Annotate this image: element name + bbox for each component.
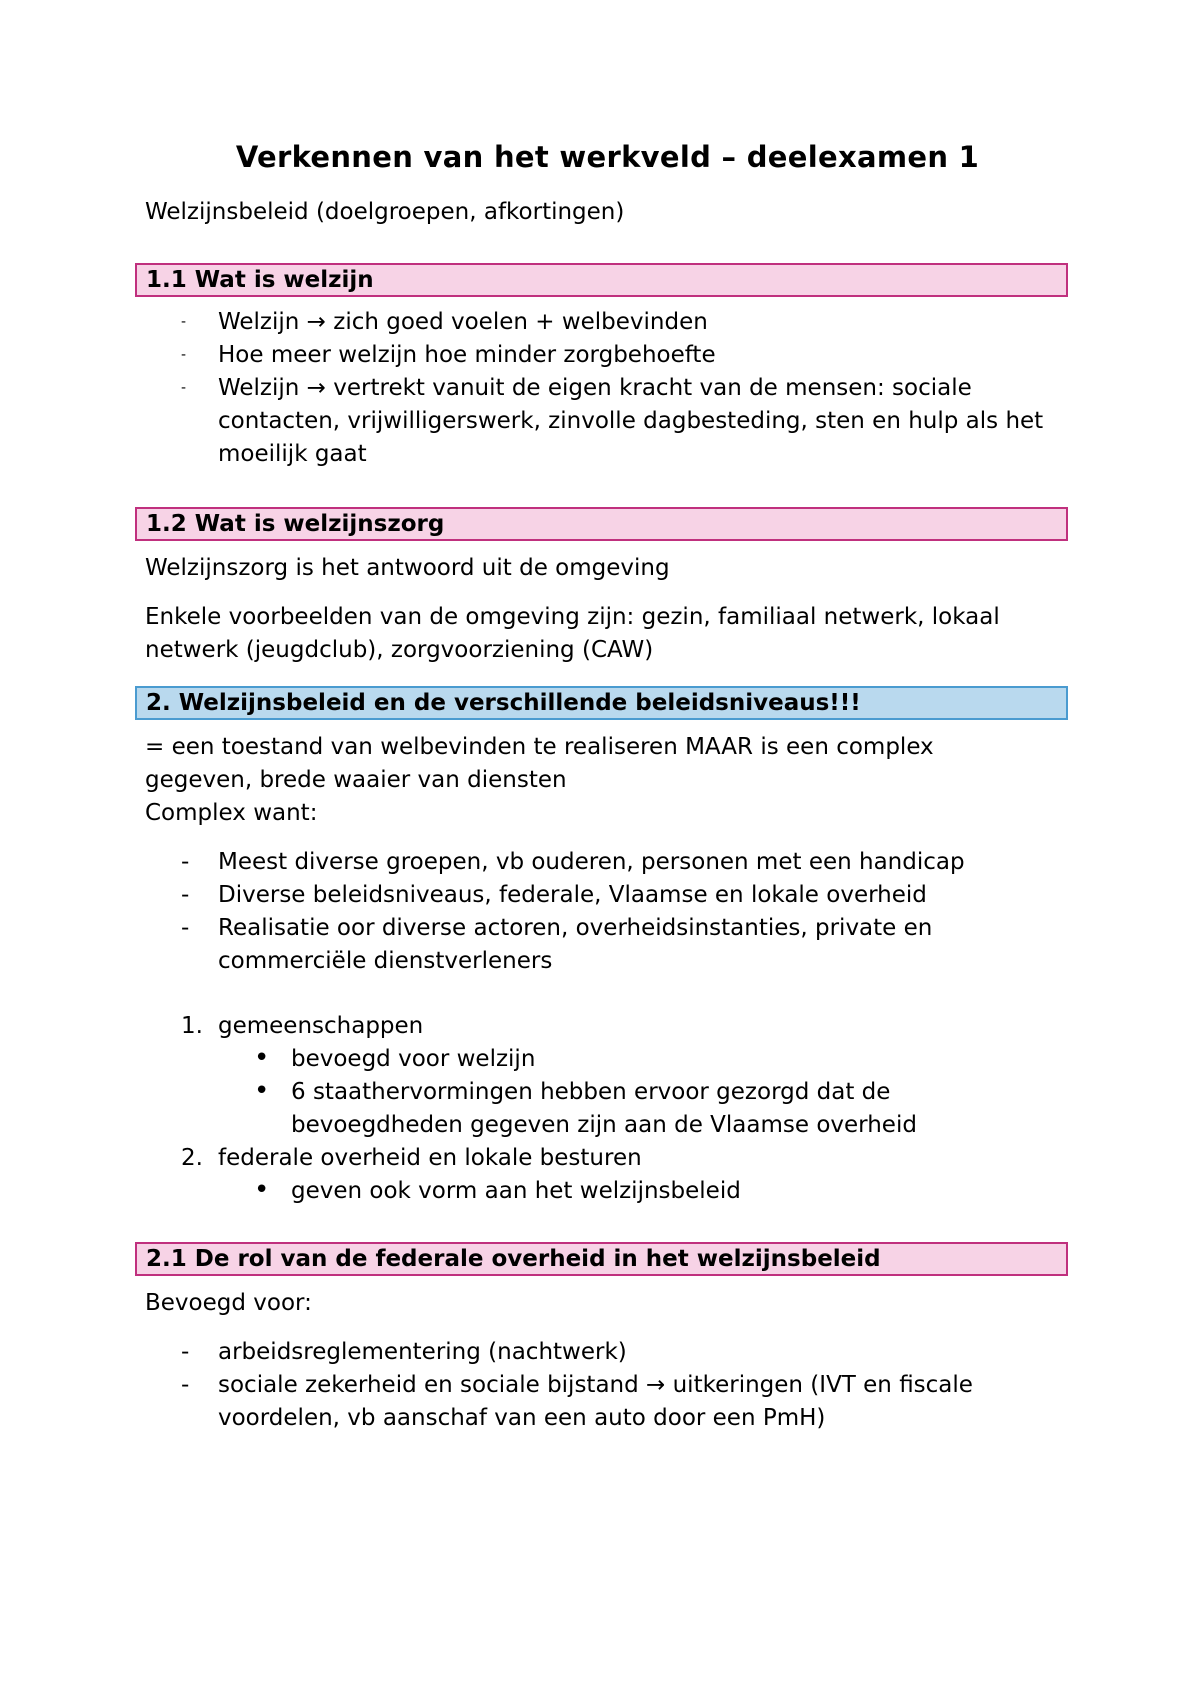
paragraph: gegeven, brede waaier van diensten — [145, 767, 567, 793]
list-item: - Meest diverse groepen, vb ouderen, personen met een handicap — [145, 846, 1070, 879]
bullet-dot-icon: • — [254, 1175, 270, 1205]
heading-2: 2. Welzijnsbeleid en de verschillende beleidsniveaus!!! — [135, 686, 1068, 720]
dash-bullet-icon: - — [181, 849, 190, 875]
heading-1-1: 1.1 Wat is welzijn — [135, 263, 1068, 297]
paragraph: netwerk (jeugdclub), zorgvoorziening (CAW) — [145, 637, 654, 663]
document-title: Verkennen van het werkveld – deelexamen 1 — [235, 140, 980, 174]
dash-bullet-icon: - — [181, 882, 190, 908]
sub-list — [218, 1175, 1070, 1208]
numbered-item: 1. gemeenschappen • bevoegd voor welzijn • 6 staathervormingen hebben ervoor gezorgd dat de bevoegdheden gegeven zijn aan de Vlaamse overheid — [145, 1010, 1070, 1142]
heading-2-1: 2.1 De rol van de federale overheid in het welzijnsbeleid — [135, 1242, 1068, 1276]
paragraph: Welzijnszorg is het antwoord uit de omgeving — [145, 555, 670, 581]
list-item: - Welzijn → vertrekt vanuit de eigen kracht van de mensen: sociale contacten, vrijwilligerswerk, zinvolle dagbesteding, sten en hulp als het moeilijk gaat — [145, 372, 1070, 471]
dash-bullet-icon: - — [181, 314, 187, 330]
dash-bullet-icon: - — [181, 915, 190, 941]
list-item: - Welzijn → zich goed voelen + welbevinden — [145, 306, 1070, 339]
paragraph: Enkele voorbeelden van de omgeving zijn: gezin, familiaal netwerk, lokaal — [145, 604, 1000, 630]
sub-list-item: • bevoegd voor welzijn — [254, 1043, 536, 1073]
bullet-dot-icon: • — [254, 1076, 270, 1106]
number-label: 2. — [181, 1145, 203, 1171]
list-item: - sociale zekerheid en sociale bijstand → uitkeringen (IVT en fiscale voordelen, vb aanschaf van een auto door een PmH) — [145, 1369, 1070, 1435]
paragraph: Bevoegd voor: — [145, 1290, 312, 1316]
numbered-list — [145, 1010, 1070, 1208]
document-subtitle: Welzijnsbeleid (doelgroepen, afkortingen) — [145, 199, 625, 225]
list-item: - Hoe meer welzijn hoe minder zorgbehoefte — [145, 339, 1070, 372]
bullet-dot-icon: • — [254, 1043, 270, 1073]
paragraph: Complex want: — [145, 800, 318, 826]
list-item: - Realisatie oor diverse actoren, overheidsinstanties, private en commerciële dienstverleners — [145, 912, 1070, 978]
sub-list-item: • geven ook vorm aan het welzijnsbeleid — [254, 1175, 741, 1205]
paragraph: = een toestand van welbevinden te realiseren MAAR is een complex — [145, 734, 934, 760]
dash-bullet-icon: - — [181, 1339, 190, 1365]
sub-list-item: • 6 staathervormingen hebben ervoor gezorgd dat de bevoegdheden gegeven zijn aan de Vlaamse overheid — [254, 1076, 917, 1138]
dash-bullet-icon: - — [181, 380, 187, 396]
numbered-item: 2. federale overheid en lokale besturen • geven ook vorm aan het welzijnsbeleid — [145, 1142, 1070, 1208]
dash-bullet-icon: - — [181, 1372, 190, 1398]
list-2 — [145, 846, 1070, 978]
list-2-1 — [145, 1336, 1070, 1435]
list-item: - Diverse beleidsniveaus, federale, Vlaamse en lokale overheid — [145, 879, 1070, 912]
list-item: - arbeidsreglementering (nachtwerk) — [145, 1336, 1070, 1369]
dash-bullet-icon: - — [181, 347, 187, 363]
heading-1-2: 1.2 Wat is welzijnszorg — [135, 507, 1068, 541]
list-1-1 — [145, 306, 1070, 471]
sub-list — [218, 1043, 1070, 1142]
number-label: 1. — [181, 1013, 203, 1039]
